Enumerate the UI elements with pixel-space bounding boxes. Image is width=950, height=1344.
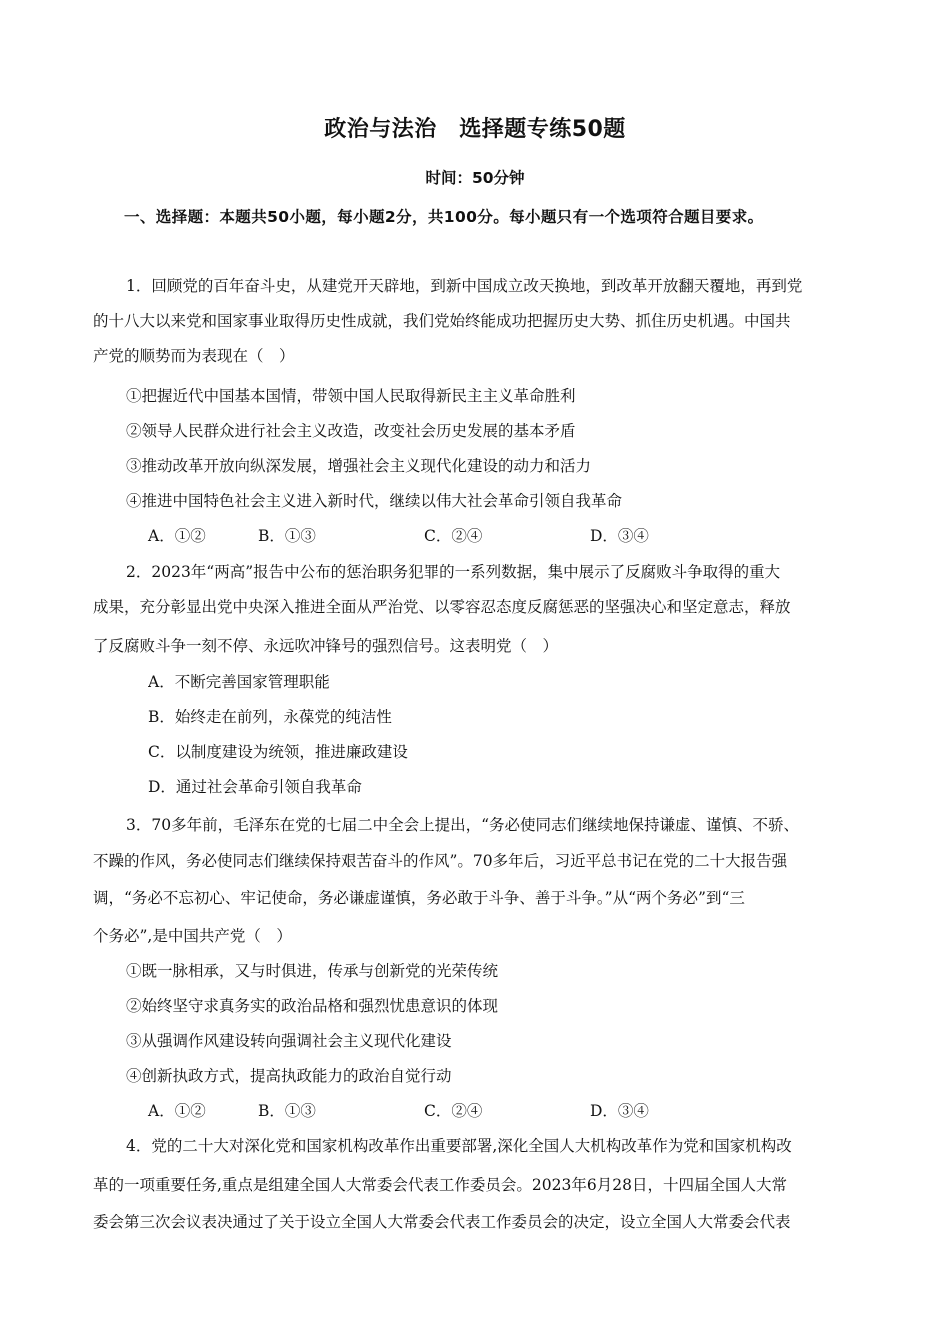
q3-option-d[interactable]: D．③④ (590, 1102, 649, 1120)
q4-stem-line: 革的一项重要任务,重点是组建全国人大常委会代表工作委员会。2023年6月28日，十四届全国人大常 (93, 1176, 787, 1194)
q3-stem-line: 3．70多年前，毛泽东在党的七届二中全会上提出，“务必使同志们继续地保持谦虚、谨慎、不骄、 (126, 816, 800, 834)
q2-option-d[interactable]: D．通过社会革命引领自我革命 (148, 778, 362, 796)
q1-stem-line: 的十八大以来党和国家事业取得历史性成就，我们党始终能成功把握历史大势、抓住历史机遇。中国共 (93, 312, 791, 330)
q4-stem-line: 委会第三次会议表决通过了关于设立全国人大常委会代表工作委员会的决定，设立全国人大常委会代表 (93, 1213, 791, 1231)
q1-stem-line: 产党的顺势而为表现在（ ） (93, 347, 295, 365)
time-limit: 时间：50分钟 (425, 169, 525, 187)
section-heading: 一、选择题：本题共50小题，每小题2分，共100分。每小题只有一个选项符合题目要求。 (124, 208, 764, 226)
q2-option-a[interactable]: A．不断完善国家管理职能 (148, 673, 330, 691)
q1-stem-line: 1．回顾党的百年奋斗史，从建党开天辟地，到新中国成立改天换地，到改革开放翻天覆地，再到党 (126, 277, 803, 295)
q2-stem-line: 2．2023年“两高”报告中公布的惩治职务犯罪的一系列数据，集中展示了反腐败斗争取得的重大 (126, 563, 781, 581)
q3-option-c[interactable]: C．②④ (424, 1102, 483, 1120)
q3-option-b[interactable]: B．①③ (258, 1102, 316, 1120)
q1-statement: ③推动改革开放向纵深发展，增强社会主义现代化建设的动力和活力 (126, 457, 592, 475)
q3-option-a[interactable]: A．①② (148, 1102, 206, 1120)
q1-option-c[interactable]: C．②④ (424, 527, 483, 545)
q2-stem-line: 成果，充分彰显出党中央深入推进全面从严治党、以零容忍态度反腐惩恶的坚强决心和坚定意志，释放 (93, 598, 791, 616)
q3-stem-line: 个务必”,是中国共产党（ ） (93, 927, 292, 945)
q2-option-b[interactable]: B．始终走在前列，永葆党的纯洁性 (148, 708, 392, 726)
q1-statement: ②领导人民群众进行社会主义改造，改变社会历史发展的基本矛盾 (126, 422, 576, 440)
q3-statement: ①既一脉相承，又与时俱进，传承与创新党的光荣传统 (126, 962, 499, 980)
q3-statement: ③从强调作风建设转向强调社会主义现代化建设 (126, 1032, 452, 1050)
q2-stem-line: 了反腐败斗争一刻不停、永远吹冲锋号的强烈信号。这表明党（ ） (93, 637, 559, 655)
q3-statement: ②始终坚守求真务实的政治品格和强烈忧患意识的体现 (126, 997, 499, 1015)
q1-option-b[interactable]: B．①③ (258, 527, 316, 545)
q3-stem-line: 不躁的作风，务必使同志们继续保持艰苦奋斗的作风”。70多年后，习近平总书记在党的二十大报告强 (93, 852, 788, 870)
q1-option-a[interactable]: A．①② (148, 527, 206, 545)
q3-statement: ④创新执政方式，提高执政能力的政治自觉行动 (126, 1067, 452, 1085)
q4-stem-line: 4．党的二十大对深化党和国家机构改革作出重要部署,深化全国人大机构改革作为党和国家机构改 (126, 1137, 792, 1155)
page-title: 政治与法治 选择题专练50题 (324, 117, 626, 142)
q1-statement: ①把握近代中国基本国情，带领中国人民取得新民主主义革命胜利 (126, 387, 576, 405)
q1-statement: ④推进中国特色社会主义进入新时代，继续以伟大社会革命引领自我革命 (126, 492, 623, 510)
q3-stem-line: 调，“务必不忘初心、牢记使命，务必谦虚谨慎，务必敢于斗争、善于斗争。”从“两个务必”到“三 (93, 889, 745, 907)
q2-option-c[interactable]: C．以制度建设为统领，推进廉政建设 (148, 743, 408, 761)
q1-option-d[interactable]: D．③④ (590, 527, 649, 545)
